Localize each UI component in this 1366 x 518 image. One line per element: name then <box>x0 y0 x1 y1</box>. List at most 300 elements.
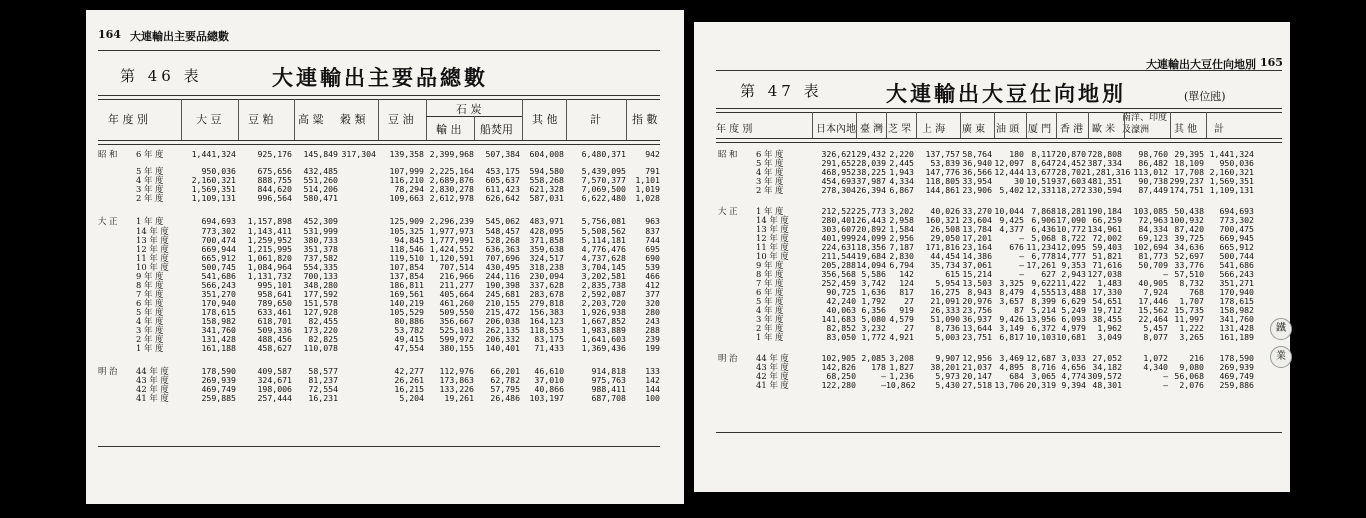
value-cell: 3,049 <box>1097 332 1122 342</box>
value-cell: 178,590 <box>1219 353 1254 363</box>
value-cell: 371,858 <box>529 235 564 245</box>
value-cell: 210,155 <box>485 298 520 308</box>
value-cell: 324,671 <box>257 375 292 385</box>
value-cell: 9,622 <box>1031 278 1056 288</box>
value-cell: 13,644 <box>962 323 992 333</box>
value-cell: 62,782 <box>490 375 520 385</box>
value-cell: 545,062 <box>485 216 520 226</box>
value-cell: 995,101 <box>257 280 292 290</box>
value-cell: 23,604 <box>962 215 992 225</box>
value-cell: 324,517 <box>529 253 564 263</box>
value-cell: 690 <box>645 253 660 263</box>
value-cell: 380,155 <box>439 343 474 353</box>
value-cell: 78,294 <box>394 184 424 194</box>
value-cell: 700,475 <box>1219 224 1254 234</box>
value-cell: 10,103 <box>1026 332 1056 342</box>
page-number: 164 <box>98 28 121 41</box>
value-cell: 507,384 <box>485 149 520 159</box>
value-cell: 17,446 <box>1138 296 1168 306</box>
value-cell: 700,133 <box>303 271 338 281</box>
value-cell: 337,628 <box>529 280 564 290</box>
value-cell: 11,422 <box>1056 278 1086 288</box>
value-cell: 42,277 <box>394 366 424 376</box>
value-cell: 23,751 <box>962 332 992 342</box>
value-cell: 173,863 <box>439 375 474 385</box>
value-cell: 541,686 <box>1219 260 1254 270</box>
value-cell: 817 <box>899 287 914 297</box>
value-cell: 768 <box>1189 287 1204 297</box>
value-cell: 6,906 <box>1031 215 1056 225</box>
value-cell: 9,080 <box>1179 362 1204 372</box>
value-cell: 309,572 <box>1087 371 1122 381</box>
value-cell: 3,742 <box>861 278 886 288</box>
value-cell: 8,399 <box>1031 296 1056 306</box>
value-cell: 48,301 <box>1092 380 1122 390</box>
value-cell: 156,383 <box>529 307 564 317</box>
value-cell: 212,522 <box>821 206 856 216</box>
value-cell: 481,351 <box>1087 176 1122 186</box>
value-cell: 161,189 <box>1219 332 1254 342</box>
other-header: 其 他 <box>532 113 558 126</box>
column-divider <box>856 112 857 138</box>
value-cell: 2,203,720 <box>581 298 626 308</box>
value-cell: 611,423 <box>485 184 520 194</box>
value-cell: 950,036 <box>1219 158 1254 168</box>
value-cell: 5,204 <box>399 393 424 403</box>
value-cell: 1,636 <box>861 287 886 297</box>
value-cell: 42,240 <box>826 296 856 306</box>
value-cell: 6,436 <box>1031 224 1056 234</box>
value-cell: 599,972 <box>439 334 474 344</box>
value-cell: 12,444 <box>994 167 1024 177</box>
value-cell: 178 <box>871 362 886 372</box>
value-cell: 279,818 <box>529 298 564 308</box>
period-cell: 13 年 度 <box>136 235 169 245</box>
value-cell: 6,817 <box>999 332 1024 342</box>
value-cell: 119,510 <box>389 253 424 263</box>
value-cell: 16,215 <box>394 384 424 394</box>
column-divider <box>1124 112 1125 138</box>
period-cell: 1 年 度 <box>136 216 164 226</box>
value-cell: 29,050 <box>930 233 960 243</box>
value-cell: 82,852 <box>826 323 856 333</box>
period-cell: 1 年 度 <box>756 206 784 216</box>
value-cell: 34,636 <box>1174 242 1204 252</box>
value-cell: 113,012 <box>1133 167 1168 177</box>
value-cell: 7,069,500 <box>581 184 626 194</box>
value-cell: 27 <box>904 296 914 306</box>
value-cell: 458,627 <box>257 343 292 353</box>
period-cell: 3 年 度 <box>756 176 784 186</box>
value-cell: 107,999 <box>389 166 424 176</box>
value-cell: 341,760 <box>201 325 236 335</box>
value-cell: 16,231 <box>308 393 338 403</box>
value-cell: 116,210 <box>389 175 424 185</box>
destination-header: 廣 東 <box>962 124 986 135</box>
value-cell: 39,725 <box>1174 233 1204 243</box>
value-cell: 161,188 <box>201 343 236 353</box>
value-cell: 6,622,480 <box>581 193 626 203</box>
value-cell: 160,321 <box>925 215 960 225</box>
value-cell: 18,272 <box>1056 185 1086 195</box>
value-cell: 131,428 <box>1219 323 1254 333</box>
value-cell: 914,818 <box>591 366 626 376</box>
period-cell: 6 年 度 <box>756 287 784 297</box>
value-cell: 33,776 <box>1174 260 1204 270</box>
value-cell: 963 <box>645 216 660 226</box>
value-cell: 26,261 <box>394 375 424 385</box>
value-cell: 1,827 <box>889 362 914 372</box>
value-cell: 27,052 <box>1092 353 1122 363</box>
value-cell: 12,331 <box>1026 185 1056 195</box>
period-cell: 2 年 度 <box>136 193 164 203</box>
value-cell: 14,094 <box>856 260 886 270</box>
bottom-rule <box>98 446 660 447</box>
value-cell: 105,529 <box>389 307 424 317</box>
value-cell: 525,103 <box>439 325 474 335</box>
value-cell: 996,564 <box>257 193 292 203</box>
kaoliang-header: 高 粱 <box>298 113 324 126</box>
value-cell: 975,763 <box>591 375 626 385</box>
header-top-rule <box>716 108 1282 113</box>
value-cell: 3,325 <box>999 278 1024 288</box>
value-cell: 528,268 <box>485 235 520 245</box>
value-cell: 7,868 <box>1031 206 1056 216</box>
value-cell: 80,886 <box>394 316 424 326</box>
value-cell: 211,277 <box>439 280 474 290</box>
period-cell: 14 年 度 <box>136 226 169 236</box>
value-cell: 551,260 <box>303 175 338 185</box>
value-cell: 1,777,991 <box>429 235 474 245</box>
table-number: 第 46 表 <box>120 67 203 85</box>
era-label: 明 治 <box>718 353 738 363</box>
value-cell: 627 <box>1041 269 1056 279</box>
empty-dash: — <box>881 380 886 390</box>
value-cell: 326,621 <box>821 149 856 159</box>
value-cell: 26,443 <box>856 215 886 225</box>
value-cell: 773,302 <box>201 226 236 236</box>
value-cell: 8,722 <box>1061 233 1086 243</box>
value-cell: 174,751 <box>1169 185 1204 195</box>
value-cell: 669,944 <box>201 244 236 254</box>
value-cell: 86,482 <box>1138 158 1168 168</box>
value-cell: 707,696 <box>485 253 520 263</box>
value-cell: 1,667,852 <box>581 316 626 326</box>
value-cell: 24,452 <box>1056 158 1086 168</box>
table-row <box>86 150 684 159</box>
value-cell: 9,426 <box>999 314 1024 324</box>
empty-dash: — <box>1019 269 1024 279</box>
value-cell: 58,764 <box>962 149 992 159</box>
value-cell: 348,280 <box>303 280 338 290</box>
value-cell: 13,503 <box>962 278 992 288</box>
destination-header: 計 <box>1214 124 1224 135</box>
value-cell: 2,830,278 <box>429 184 474 194</box>
value-cell: 206,038 <box>485 316 520 326</box>
value-cell: 28,039 <box>856 158 886 168</box>
value-cell: 3,065 <box>1031 371 1056 381</box>
value-cell: 51,821 <box>1092 251 1122 261</box>
value-cell: 2,956 <box>889 233 914 243</box>
value-cell: 1,019 <box>635 184 660 194</box>
value-cell: 4,377 <box>999 224 1024 234</box>
value-cell: 57,795 <box>490 384 520 394</box>
value-cell: 453,175 <box>485 166 520 176</box>
value-cell: 230,094 <box>529 271 564 281</box>
value-cell: 942 <box>645 149 660 159</box>
value-cell: 684 <box>1009 371 1024 381</box>
value-cell: 36,937 <box>962 314 992 324</box>
value-cell: 700,474 <box>201 235 236 245</box>
value-cell: 190,398 <box>485 280 520 290</box>
period-cell: 12 年 度 <box>136 244 169 254</box>
value-cell: 1,569,351 <box>1209 176 1254 186</box>
empty-dash: — <box>1019 233 1024 243</box>
value-cell: 19,684 <box>856 251 886 261</box>
value-cell: 5,439,095 <box>581 166 626 176</box>
side-stamp: 鐵 <box>1270 318 1292 340</box>
value-cell: 5,457 <box>1143 323 1168 333</box>
period-cell: 5 年 度 <box>136 307 164 317</box>
value-cell: 566,243 <box>201 280 236 290</box>
value-cell: 4,921 <box>889 332 914 342</box>
value-cell: 90,725 <box>826 287 856 297</box>
value-cell: 262,135 <box>485 325 520 335</box>
right-page <box>694 22 1290 492</box>
running-head: 大連輸出大豆仕向地別 <box>1146 58 1256 71</box>
grain-header: 穀 類 <box>340 113 366 126</box>
value-cell: 1,143,411 <box>247 226 292 236</box>
value-cell: 257,444 <box>257 393 292 403</box>
value-cell: 134,961 <box>1087 224 1122 234</box>
value-cell: 21,037 <box>962 362 992 372</box>
value-cell: 84,334 <box>1138 224 1168 234</box>
period-cell: 3 年 度 <box>136 184 164 194</box>
value-cell: 636,363 <box>485 244 520 254</box>
era-label: 明 治 <box>98 366 118 376</box>
value-cell: 37,061 <box>962 260 992 270</box>
value-cell: 169,561 <box>389 289 424 299</box>
table-number: 第 47 表 <box>740 82 823 100</box>
empty-dash: — <box>1019 260 1024 270</box>
value-cell: 5,114,181 <box>581 235 626 245</box>
value-cell: 5,214 <box>1031 305 1056 315</box>
value-cell: 244,116 <box>485 271 520 281</box>
value-cell: 1,109,131 <box>191 193 236 203</box>
value-cell: 356,568 <box>821 269 856 279</box>
period-cell: 6 年 度 <box>136 298 164 308</box>
column-divider <box>626 99 627 140</box>
value-cell: 539 <box>645 262 660 272</box>
era-label: 昭 和 <box>718 149 738 159</box>
value-cell: 633,461 <box>257 307 292 317</box>
period-cell: 43 年 度 <box>136 375 169 385</box>
value-cell: 205,288 <box>821 260 856 270</box>
table-row <box>86 344 684 353</box>
value-cell: 604,008 <box>529 149 564 159</box>
value-cell: 9,353 <box>1061 260 1086 270</box>
oil-header: 豆 油 <box>388 113 414 126</box>
period-cell: 5 年 度 <box>756 158 784 168</box>
value-cell: 142 <box>899 269 914 279</box>
value-cell: 2,160,321 <box>191 175 236 185</box>
value-cell: 10,772 <box>1056 224 1086 234</box>
table-title: 大連輸出主要品總數 <box>272 65 488 90</box>
period-cell: 1 年 度 <box>756 332 784 342</box>
value-cell: 164,123 <box>529 316 564 326</box>
value-cell: 6,867 <box>889 185 914 195</box>
value-cell: 69,123 <box>1138 233 1168 243</box>
column-divider <box>1170 112 1171 138</box>
value-cell: 377 <box>645 289 660 299</box>
value-cell: 13,956 <box>1026 314 1056 324</box>
value-cell: 83,175 <box>534 334 564 344</box>
value-cell: 58,577 <box>308 366 338 376</box>
value-cell: 7,924 <box>1143 287 1168 297</box>
value-cell: 509,550 <box>439 307 474 317</box>
value-cell: 81,773 <box>1138 251 1168 261</box>
value-cell: 6,794 <box>889 260 914 270</box>
value-cell: 737,582 <box>303 253 338 263</box>
period-cell: 43 年 度 <box>756 362 789 372</box>
value-cell: 140,219 <box>389 298 424 308</box>
value-cell: 151,578 <box>303 298 338 308</box>
era-label: 大 正 <box>718 206 738 216</box>
value-cell: 837 <box>645 226 660 236</box>
value-cell: 500,745 <box>201 262 236 272</box>
value-cell: 35,734 <box>930 260 960 270</box>
value-cell: 1,943 <box>889 167 914 177</box>
value-cell: 380,733 <box>303 235 338 245</box>
period-cell: 8 年 度 <box>136 280 164 290</box>
value-cell: 531,999 <box>303 226 338 236</box>
value-cell: 2,399,968 <box>429 149 474 159</box>
value-cell: 428,095 <box>529 226 564 236</box>
value-cell: 4,737,628 <box>581 253 626 263</box>
value-cell: 27 <box>904 323 914 333</box>
era-label: 大 正 <box>98 216 118 226</box>
value-cell: 695 <box>645 244 660 254</box>
header-bottom-rule <box>716 138 1282 143</box>
value-cell: 142,826 <box>821 362 856 372</box>
value-cell: 17,090 <box>1056 215 1086 225</box>
value-cell: 66,259 <box>1092 215 1122 225</box>
destination-header: 日本內地 <box>816 124 856 135</box>
period-cell: 4 年 度 <box>136 316 164 326</box>
coal-header: 石 炭 <box>456 103 482 116</box>
value-cell: 409,587 <box>257 366 292 376</box>
value-cell: 72,963 <box>1138 215 1168 225</box>
value-cell: 15,735 <box>1174 305 1204 315</box>
value-cell: 1,084,964 <box>247 262 292 272</box>
value-cell: 5,756,081 <box>581 216 626 226</box>
value-cell: 19,261 <box>444 393 474 403</box>
column-divider <box>1056 112 1057 138</box>
period-header: 年 度 別 <box>108 113 148 126</box>
value-cell: 8,943 <box>967 287 992 297</box>
value-cell: 587,031 <box>529 193 564 203</box>
value-cell: 4,555 <box>1031 287 1056 297</box>
value-cell: 109,663 <box>389 193 424 203</box>
value-cell: 566,243 <box>1219 269 1254 279</box>
value-cell: 17,708 <box>1174 167 1204 177</box>
value-cell: 1,641,603 <box>581 334 626 344</box>
value-cell: 112,976 <box>439 366 474 376</box>
value-cell: 919 <box>899 305 914 315</box>
value-cell: 139,358 <box>389 149 424 159</box>
value-cell: 454,693 <box>821 176 856 186</box>
value-cell: 141,683 <box>821 314 856 324</box>
period-cell: 5 年 度 <box>756 296 784 306</box>
value-cell: 3,265 <box>1179 332 1204 342</box>
period-cell: 4 年 度 <box>136 175 164 185</box>
value-cell: 5,402 <box>999 185 1024 195</box>
value-cell: 170,940 <box>201 298 236 308</box>
value-cell: 1,983,889 <box>581 325 626 335</box>
period-cell: 44 年 度 <box>136 366 169 376</box>
top-rule <box>716 70 1282 71</box>
period-cell: 42 年 度 <box>756 371 789 381</box>
column-divider <box>994 112 995 138</box>
period-cell: 6 年 度 <box>136 149 164 159</box>
period-cell: 3 年 度 <box>136 325 164 335</box>
value-cell: 4,340 <box>1143 362 1168 372</box>
column-divider <box>812 112 813 138</box>
value-cell: 665,912 <box>201 253 236 263</box>
value-cell: 2,958 <box>889 215 914 225</box>
value-cell: 6,356 <box>861 305 886 315</box>
value-cell: 170,940 <box>1219 287 1254 297</box>
period-cell: 4 年 度 <box>756 305 784 315</box>
value-cell: 2,296,239 <box>429 216 474 226</box>
value-cell: 29,395 <box>1174 149 1204 159</box>
value-cell: 318,238 <box>529 262 564 272</box>
value-cell: 38,225 <box>856 167 886 177</box>
period-cell: 41 年 度 <box>756 380 789 390</box>
value-cell: 12,095 <box>1056 242 1086 252</box>
value-cell: 57,510 <box>1174 269 1204 279</box>
header-top-rule <box>98 95 660 100</box>
value-cell: 87,449 <box>1138 185 1168 195</box>
value-cell: 23,756 <box>962 305 992 315</box>
value-cell: 1,131,732 <box>247 271 292 281</box>
total-header: 計 <box>590 113 601 126</box>
destination-header: 臺 灣 <box>860 124 884 135</box>
value-cell: 37,010 <box>534 375 564 385</box>
value-cell: 5,508,562 <box>581 226 626 236</box>
value-cell: 2,830 <box>889 251 914 261</box>
destination-header: 上 海 <box>922 124 946 135</box>
value-cell: 4,979 <box>1061 323 1086 333</box>
value-cell: 15,562 <box>1138 305 1168 315</box>
value-cell: 1,977,973 <box>429 226 474 236</box>
value-cell: 46,610 <box>534 366 564 376</box>
value-cell: 140,401 <box>485 343 520 353</box>
value-cell: 618,701 <box>257 316 292 326</box>
destination-header: 芝 罘 <box>888 124 912 135</box>
value-cell: 2,835,738 <box>581 280 626 290</box>
column-divider <box>294 99 295 140</box>
value-cell: 9,425 <box>999 215 1024 225</box>
value-cell: 158,982 <box>1219 305 1254 315</box>
value-cell: 17,261 <box>1026 260 1056 270</box>
value-cell: 280,401 <box>821 215 856 225</box>
period-cell: 9 年 度 <box>756 260 784 270</box>
value-cell: 626,642 <box>485 193 520 203</box>
column-divider <box>960 112 961 138</box>
value-cell: 98,760 <box>1138 149 1168 159</box>
value-cell: 1,259,952 <box>247 235 292 245</box>
